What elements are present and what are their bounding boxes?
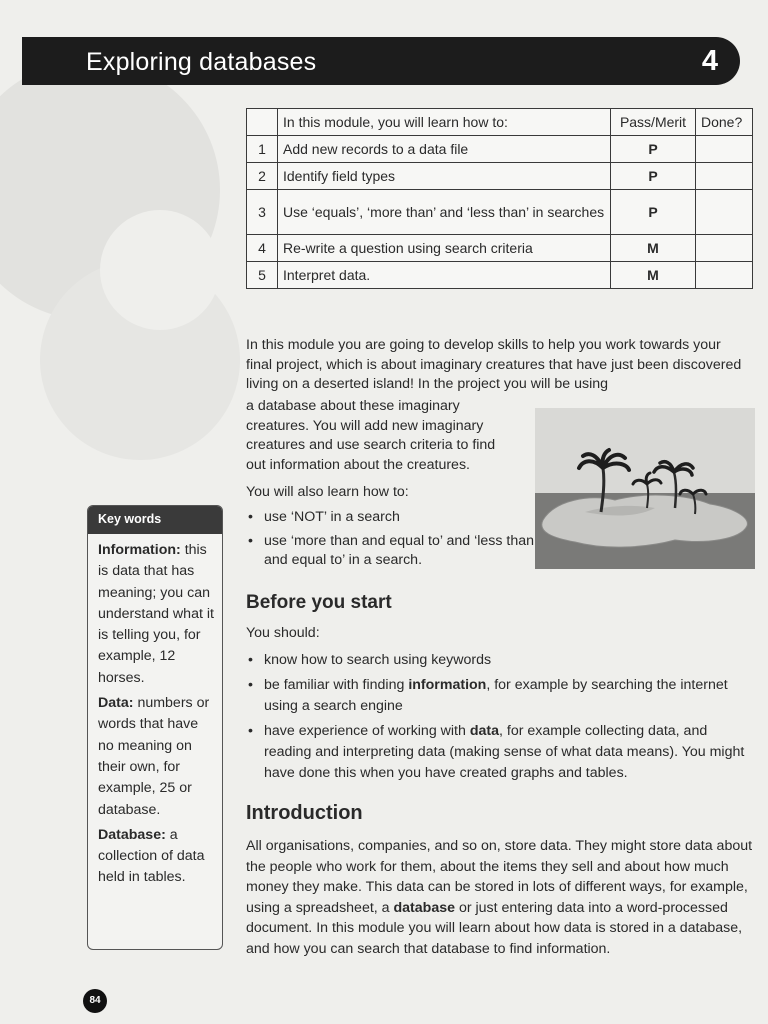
intro-paragraph: In this module you are going to develop skills to help you work towards your final project, which is about imaginary creatures that have just been discovered living on a deserted island! In the project you will be using	[246, 337, 742, 392]
item-text: be familiar with finding	[264, 677, 409, 693]
list-item	[246, 650, 746, 671]
item-text: have experience of working with	[264, 723, 470, 739]
row-grade: M	[611, 235, 696, 262]
table-row	[247, 136, 753, 163]
prerequisite-list	[246, 650, 746, 788]
body-text: or just entering data into a word-processed document. In this module you will learn about how data is stored in a database, and how you can search that database to find information.	[246, 899, 743, 957]
item-text: , for example by searching the internet using a search engine	[264, 677, 728, 714]
body-text: All organisations, companies, and so on, store data. They might store data about the people who work for them, about the items they sell and about how much money they make. This data can be stored in lots of different ways, for example, using a spreadsheet, a	[246, 838, 753, 916]
item-text: , for example collecting data, and reading and interpreting data (making sense of what data means). You might have done this when you have created graphs and tables.	[264, 723, 745, 781]
row-objective: Add new records to a data file	[278, 136, 611, 163]
key-word-term: Data:	[98, 695, 134, 712]
key-words-box	[87, 505, 223, 950]
row-number: 3	[247, 190, 278, 235]
row-objective: Identify field types	[278, 163, 611, 190]
table-header-objective: In this module, you will learn how to:	[278, 109, 611, 136]
table-row	[247, 190, 753, 235]
key-word-definition: a collection of data held in tables.	[98, 826, 205, 886]
page-number: 84	[83, 989, 107, 1013]
module-banner	[22, 37, 740, 85]
row-number: 4	[247, 235, 278, 262]
key-word-entry	[98, 693, 214, 821]
table-header-num	[247, 109, 278, 136]
objectives-table	[246, 108, 753, 289]
intro-paragraph-continued: a database about these imaginary creatures. You will add new imaginary creatures and use search criteria to find out information about the creatures.	[246, 398, 496, 473]
learn-list	[246, 508, 536, 575]
row-objective: Use ‘equals’, ‘more than’ and ‘less than’ in searches	[278, 190, 611, 235]
row-grade: P	[611, 163, 696, 190]
should-lead-text: You should:	[246, 625, 320, 641]
body-keyword: database	[393, 899, 456, 916]
row-number: 1	[247, 136, 278, 163]
key-word-term: Information:	[98, 542, 181, 558]
row-grade: M	[611, 262, 696, 289]
table-row	[247, 163, 753, 190]
row-done-cell[interactable]	[696, 262, 753, 289]
key-word-entry	[98, 825, 214, 889]
key-words-heading: Key words	[88, 506, 222, 534]
list-item	[246, 721, 746, 784]
item-keyword: information	[408, 677, 487, 693]
item-text: know how to search using keywords	[264, 652, 492, 668]
list-item	[246, 675, 746, 717]
key-word-definition: numbers or words that have no meaning on their own, for example, 25 or database.	[98, 695, 210, 818]
key-word-definition: this is data that has meaning; you can understand what it is telling you, for example, 12 horses.	[98, 542, 214, 686]
row-objective: Re-write a question using search criteria	[278, 235, 611, 262]
list-item: • use ‘more than and equal to’ and ‘less than and equal to’ in a search.	[246, 532, 536, 571]
learn-lead-text: You will also learn how to:	[246, 484, 409, 500]
row-objective: Interpret data.	[278, 262, 611, 289]
list-item: • use ‘NOT’ in a search	[246, 508, 536, 528]
row-done-cell[interactable]	[696, 163, 753, 190]
row-done-cell[interactable]	[696, 190, 753, 235]
item-keyword: data	[469, 723, 500, 739]
key-words-body	[88, 534, 222, 899]
island-illustration	[535, 408, 755, 569]
introduction-body	[246, 836, 754, 959]
row-grade: P	[611, 136, 696, 163]
table-row	[247, 235, 753, 262]
before-you-start-heading: Before you start	[246, 592, 392, 613]
decorative-circle	[100, 210, 220, 330]
row-number: 5	[247, 262, 278, 289]
row-done-cell[interactable]	[696, 235, 753, 262]
table-row	[247, 262, 753, 289]
page-title: Exploring databases	[86, 48, 317, 76]
introduction-heading: Introduction	[246, 802, 363, 824]
row-number: 2	[247, 163, 278, 190]
row-done-cell[interactable]	[696, 136, 753, 163]
row-grade: P	[611, 190, 696, 235]
key-word-term: Database:	[98, 826, 166, 843]
table-header-done: Done?	[696, 109, 753, 136]
table-header-pass-merit: Pass/Merit	[611, 109, 696, 136]
key-word-entry	[98, 540, 214, 689]
table-header-row	[247, 109, 753, 136]
module-number: 4	[701, 45, 718, 77]
